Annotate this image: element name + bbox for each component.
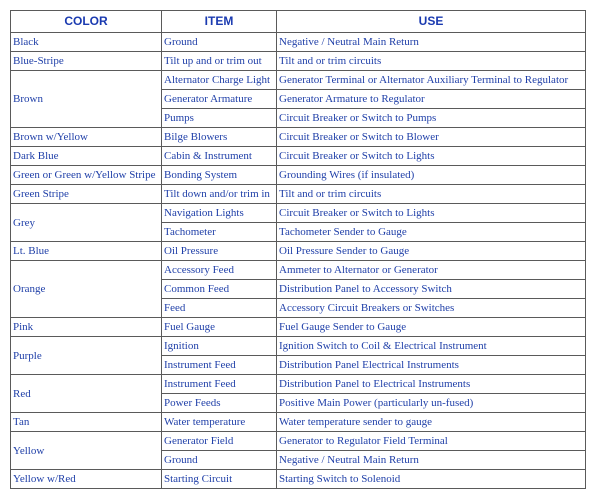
wire-color-cell: Brown w/Yellow [11,128,162,147]
use-cell: Generator to Regulator Field Terminal [277,432,586,451]
table-row [11,147,586,166]
item-cell: Accessory Feed [162,261,277,280]
use-cell: Circuit Breaker or Switch to Pumps [277,109,586,128]
use-cell: Circuit Breaker or Switch to Lights [277,147,586,166]
item-cell: Instrument Feed [162,375,277,394]
table-row [11,71,586,90]
use-cell: Ammeter to Alternator or Generator [277,261,586,280]
item-cell: Ground [162,33,277,52]
item-cell: Feed [162,299,277,318]
table-row [11,261,586,280]
wire-color-cell: Green Stripe [11,185,162,204]
header-row [11,11,586,33]
table-row [11,337,586,356]
use-cell: Tilt and or trim circuits [277,185,586,204]
item-cell: Bonding System [162,166,277,185]
wire-color-cell: Dark Blue [11,147,162,166]
table-row [11,432,586,451]
wire-color-cell: Blue-Stripe [11,52,162,71]
use-cell: Grounding Wires (if insulated) [277,166,586,185]
wire-color-cell: Lt. Blue [11,242,162,261]
wire-color-cell: Orange [11,261,162,318]
wire-color-table-container [10,10,586,489]
use-cell: Generator Armature to Regulator [277,90,586,109]
table-row [11,375,586,394]
use-cell: Circuit Breaker or Switch to Blower [277,128,586,147]
table-row [11,470,586,489]
item-cell: Pumps [162,109,277,128]
use-cell: Distribution Panel to Accessory Switch [277,280,586,299]
table-row [11,166,586,185]
table-body [11,33,586,489]
item-cell: Fuel Gauge [162,318,277,337]
use-cell: Fuel Gauge Sender to Gauge [277,318,586,337]
use-cell: Oil Pressure Sender to Gauge [277,242,586,261]
item-cell: Starting Circuit [162,470,277,489]
wire-color-cell: Brown [11,71,162,128]
use-cell: Water temperature sender to gauge [277,413,586,432]
wire-color-cell: Yellow [11,432,162,470]
table-row [11,128,586,147]
item-cell: Power Feeds [162,394,277,413]
item-cell: Water temperature [162,413,277,432]
use-cell: Distribution Panel to Electrical Instruments [277,375,586,394]
wire-color-cell: Grey [11,204,162,242]
header-item: ITEM [162,11,277,33]
wire-color-cell: Tan [11,413,162,432]
wire-color-cell: Black [11,33,162,52]
table-row [11,52,586,71]
item-cell: Alternator Charge Light [162,71,277,90]
wire-color-cell: Purple [11,337,162,375]
header-color: COLOR [11,11,162,33]
item-cell: Generator Armature [162,90,277,109]
use-cell: Accessory Circuit Breakers or Switches [277,299,586,318]
table-row [11,204,586,223]
use-cell: Negative / Neutral Main Return [277,33,586,52]
item-cell: Ignition [162,337,277,356]
item-cell: Generator Field [162,432,277,451]
use-cell: Generator Terminal or Alternator Auxiliary Terminal to Regulator [277,71,586,90]
item-cell: Navigation Lights [162,204,277,223]
wire-color-cell: Red [11,375,162,413]
wire-color-cell: Green or Green w/Yellow Stripe [11,166,162,185]
use-cell: Circuit Breaker or Switch to Lights [277,204,586,223]
item-cell: Tachometer [162,223,277,242]
item-cell: Cabin & Instrument [162,147,277,166]
table-row [11,185,586,204]
table-row [11,318,586,337]
item-cell: Instrument Feed [162,356,277,375]
item-cell: Tilt up and or trim out [162,52,277,71]
wire-color-cell: Pink [11,318,162,337]
item-cell: Oil Pressure [162,242,277,261]
item-cell: Bilge Blowers [162,128,277,147]
use-cell: Tachometer Sender to Gauge [277,223,586,242]
use-cell: Distribution Panel Electrical Instruments [277,356,586,375]
use-cell: Starting Switch to Solenoid [277,470,586,489]
wire-color-cell: Yellow w/Red [11,470,162,489]
use-cell: Negative / Neutral Main Return [277,451,586,470]
item-cell: Common Feed [162,280,277,299]
table-row [11,242,586,261]
use-cell: Tilt and or trim circuits [277,52,586,71]
use-cell: Ignition Switch to Coil & Electrical Instrument [277,337,586,356]
item-cell: Tilt down and/or trim in [162,185,277,204]
table-row [11,33,586,52]
header-use: USE [277,11,586,33]
wire-color-table [10,10,586,489]
table-row [11,413,586,432]
item-cell: Ground [162,451,277,470]
use-cell: Positive Main Power (particularly un-fused) [277,394,586,413]
